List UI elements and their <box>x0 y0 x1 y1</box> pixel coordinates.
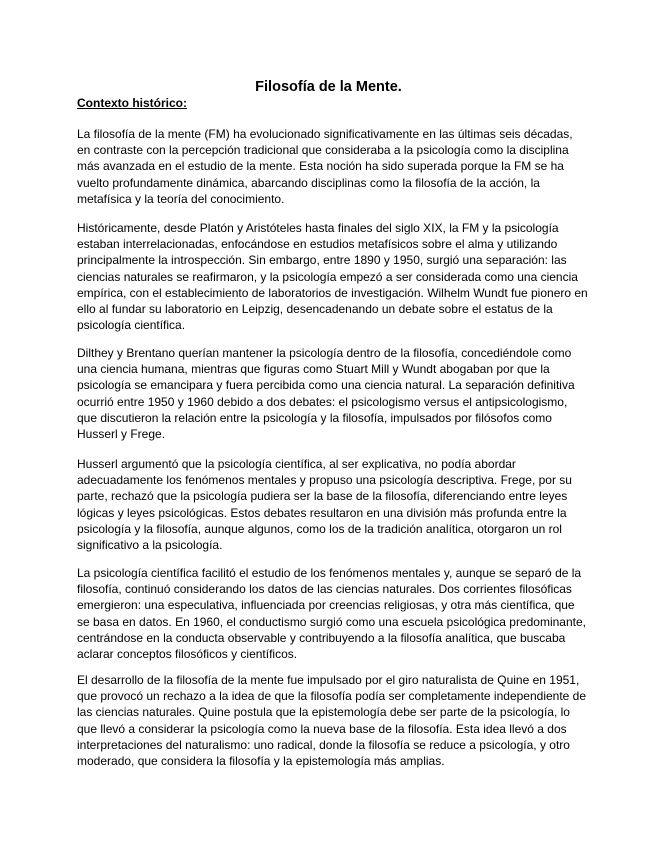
paragraph-line: significativo a la psicología. <box>77 538 223 553</box>
paragraph-line: psicología se emancipara y fuera percibida como una ciencia natural. La separación definitiva <box>77 378 575 393</box>
paragraph-line: empírica, con el establecimiento de laboratorios de investigación. Wilhelm Wundt fue pionero en <box>77 285 588 300</box>
paragraph-line: que provocó un rechazo a la idea de que la filosofía podía ser completamente independiente de <box>77 689 587 704</box>
paragraph-line: La filosofía de la mente (FM) ha evolucionado significativamente en las últimas seis décadas, <box>77 127 573 141</box>
paragraph-line: vuelto profundamente dinámica, abarcando disciplinas como la filosofía de la acción, la <box>77 175 540 190</box>
paragraph-line: una ciencia humana, mientras que figuras como Stuart Mill y Wundt abogaban por que la <box>77 362 550 377</box>
paragraph-line: más avanzada en el estudio de la mente. Esta noción ha sido superada porque la FM se ha <box>77 159 564 174</box>
paragraph-2 <box>77 220 588 333</box>
paragraph-line: lógicas y leyes psicológicas. Estos debates resultaron en una división más profunda entre la <box>77 505 567 520</box>
document-title: Filosofía de la Mente. <box>255 79 402 95</box>
paragraph-line: principalmente la introspección. Sin embargo, entre 1890 y 1950, surgió una separación: las <box>77 253 567 268</box>
paragraph-6 <box>77 672 587 769</box>
paragraph-line: Históricamente, desde Platón y Aristóteles hasta finales del siglo XIX, la FM y la psicología <box>77 221 559 235</box>
paragraph-line: parte, rechazó que la psicología pudiera ser la base de la filosofía, diferenciando entre leyes <box>77 489 568 504</box>
paragraph-line: aclarar conceptos filosóficos y científicos. <box>77 647 298 662</box>
paragraph-line: El desarrollo de la filosofía de la mente fue impulsado por el giro naturalista de Quine en 1951, <box>77 673 580 687</box>
paragraph-line: centrándose en la conducta observable y contribuyendo a la filosofía analítica, que buscaba <box>77 630 566 645</box>
paragraph-line: las ciencias naturales. Quine postula que la epistemología debe ser parte de la psicología, lo <box>77 705 570 720</box>
paragraph-line: Husserl y Frege. <box>77 427 166 442</box>
paragraph-1 <box>77 126 580 207</box>
paragraph-line: interpretaciones del naturalismo: uno radical, donde la filosofía se reduce a psicología, y otro <box>77 737 570 752</box>
paragraph-line: psicología científica. <box>77 318 186 333</box>
paragraph-line: metafísica y la teoría del conocimiento. <box>77 191 285 206</box>
paragraph-3 <box>77 345 580 442</box>
paragraph-line: Husserl argumentó que la psicología científica, al ser explicativa, no podía abordar <box>77 457 516 471</box>
paragraph-line: estaban interrelacionadas, enfocándose en estudios metafísicos sobre el alma y utilizando <box>77 237 558 252</box>
paragraph-line: que llevó a considerar la psicología como la nueva base de la filosofía. Esta idea llevó a dos <box>77 721 567 736</box>
paragraph-5 <box>77 565 586 662</box>
paragraph-line: filosofía, continuó considerando los datos de las ciencias naturales. Dos corrientes filosóficas <box>77 582 572 597</box>
paragraph-line: en contraste con la percepción tradicional que consideraba a la psicología como la disciplina <box>77 143 569 158</box>
paragraph-line: ello al fundar su laboratorio en Leipzig, desencadenando un debate sobre el estatus de la <box>77 302 553 317</box>
paragraph-line: psicología y la filosofía, aunque algunos, como los de la tradición analítica, otorgaron un rol <box>77 521 562 536</box>
paragraph-line: adecuadamente los fenómenos mentales y propuso una psicología descriptiva. Frege, por su <box>77 473 572 488</box>
paragraph-line: ciencias naturales se reafirmaron, y la psicología empezó a ser considerada como una ciencia <box>77 269 578 284</box>
paragraph-line: La psicología científica facilitó el estudio de los fenómenos mentales y, aunque se separó de la <box>77 566 582 580</box>
section-heading: Contexto histórico: <box>77 96 187 110</box>
paragraph-4 <box>77 456 580 553</box>
paragraph-line: Dilthey y Brentano querían mantener la psicología dentro de la filosofía, concediéndole como <box>77 346 572 360</box>
paragraph-line: ocurrió entre 1950 y 1960 debido a dos debates: el psicologismo versus el antipsicologismo, <box>77 394 568 409</box>
paragraph-line: que discutieron la relación entre la psicología y la filosofía, impulsados por filósofos como <box>77 410 552 425</box>
paragraph-line: moderado, que considera la filosofía y la epistemología más amplias. <box>77 754 445 769</box>
paragraph-line: emergieron: una especulativa, influenciada por creencias religiosas, y otra más científica, que <box>77 598 575 613</box>
paragraph-line: se basa en datos. En 1960, el conductismo surgió como una escuela psicológica predominante, <box>77 614 586 629</box>
